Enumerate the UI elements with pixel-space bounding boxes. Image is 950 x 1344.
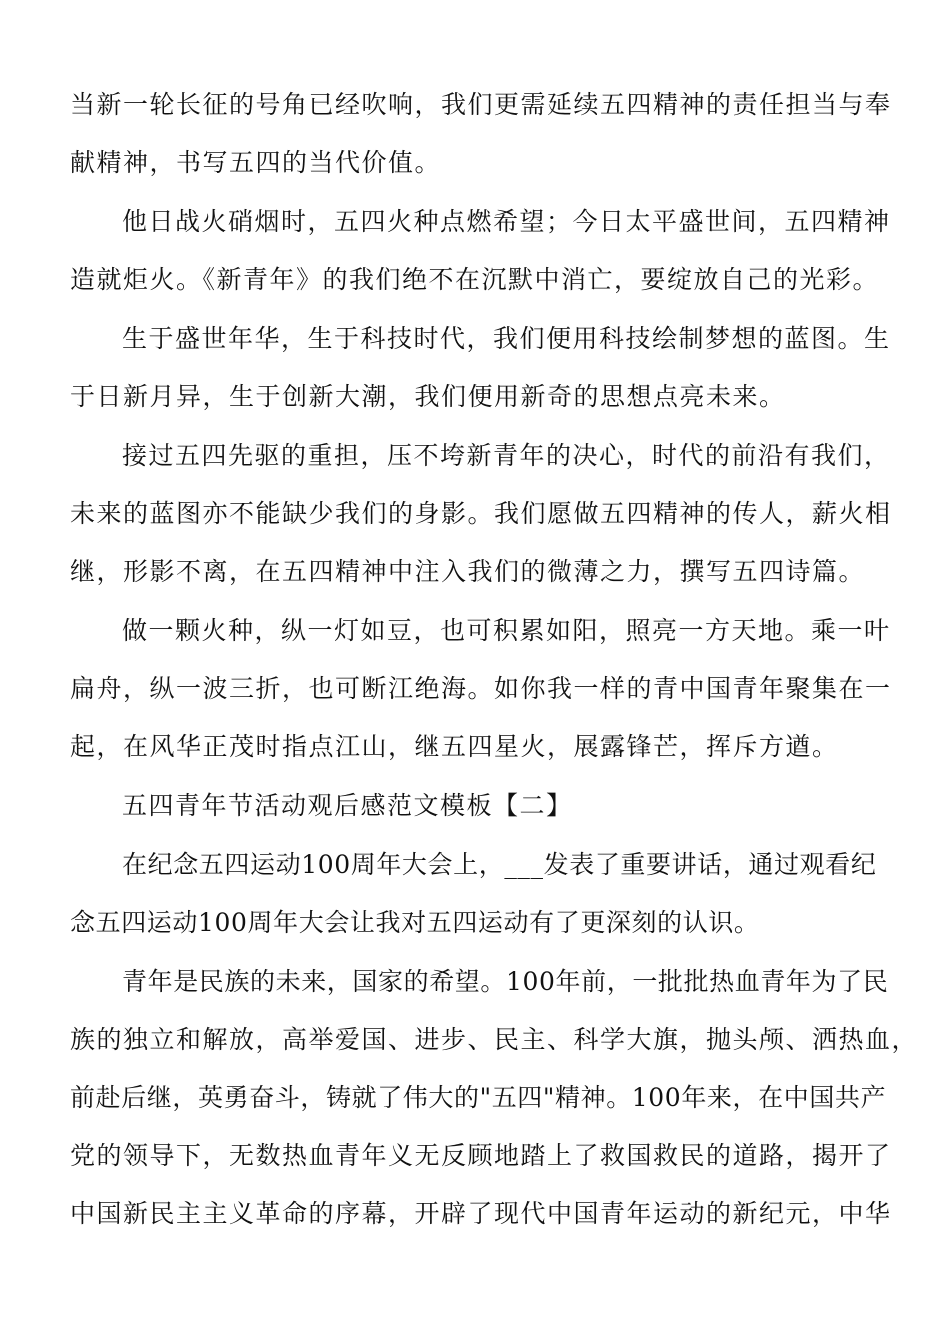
text-line: 当新一轮长征的号角已经吹响，我们更需延续五四精神的责任担当与奉 (70, 90, 892, 119)
paragraph-6 (70, 850, 884, 938)
section-heading (70, 791, 884, 821)
text-line: 献精神，书写五四的当代价值。 (70, 148, 442, 177)
text-line: 青年是民族的未来，国家的希望。100年前，一批批热血青年为了民 (122, 967, 889, 996)
paragraph-4 (70, 441, 892, 587)
paragraph-5 (70, 616, 892, 762)
text-line: 前赴后继，英勇奋斗，铸就了伟大的"五四"精神。100年来，在中国共产 (70, 1083, 887, 1112)
text-line: 接过五四先驱的重担，压不垮新青年的决心，时代的前沿有我们， (122, 441, 891, 470)
text-line: 于日新月异，生于创新大潮，我们便用新奇的思想点亮未来。 (70, 382, 786, 411)
text-line: 造就炬火。《新青年》的我们绝不在沉默中消亡，要绽放自己的光彩。 (70, 265, 880, 294)
text-line: 在纪念五四运动100周年大会上，___发表了重要讲话，通过观看纪 (122, 850, 877, 879)
text-line: 起，在风华正茂时指点江山，继五四星火，展露锋芒，挥斥方遒。 (70, 732, 839, 761)
text-line: 继，形影不离，在五四精神中注入我们的微薄之力，撰写五四诗篇。 (70, 557, 866, 586)
text-line: 扁舟，纵一波三折，也可断江绝海。如你我一样的青中国青年聚集在一 (70, 674, 892, 703)
text-line: 族的独立和解放，高举爱国、进步、民主、科学大旗，抛头颅、洒热血， (70, 1025, 919, 1054)
paragraph-1 (70, 90, 892, 178)
paragraph-7 (70, 967, 919, 1229)
text-line: 他日战火硝烟时，五四火种点燃希望；今日太平盛世间，五四精神 (122, 207, 891, 236)
text-line: 党的领导下，无数热血青年义无反顾地踏上了救国救民的道路，揭开了 (70, 1141, 892, 1170)
text-line: 未来的蓝图亦不能缺少我们的身影。我们愿做五四精神的传人，薪火相 (70, 499, 892, 528)
text-line: 中国新民主主义革命的序幕，开辟了现代中国青年运动的新纪元，中华 (70, 1199, 892, 1228)
text-line: 念五四运动100周年大会让我对五四运动有了更深刻的认识。 (70, 908, 760, 937)
section-heading-text: 五四青年节活动观后感范文模板【二】 (122, 791, 573, 820)
text-line: 生于盛世年华，生于科技时代，我们便用科技绘制梦想的蓝图。生 (122, 324, 891, 353)
text-line: 做一颗火种，纵一灯如豆，也可积累如阳，照亮一方天地。乘一叶 (122, 616, 891, 645)
paragraph-2 (70, 207, 891, 295)
paragraph-3 (70, 324, 891, 412)
